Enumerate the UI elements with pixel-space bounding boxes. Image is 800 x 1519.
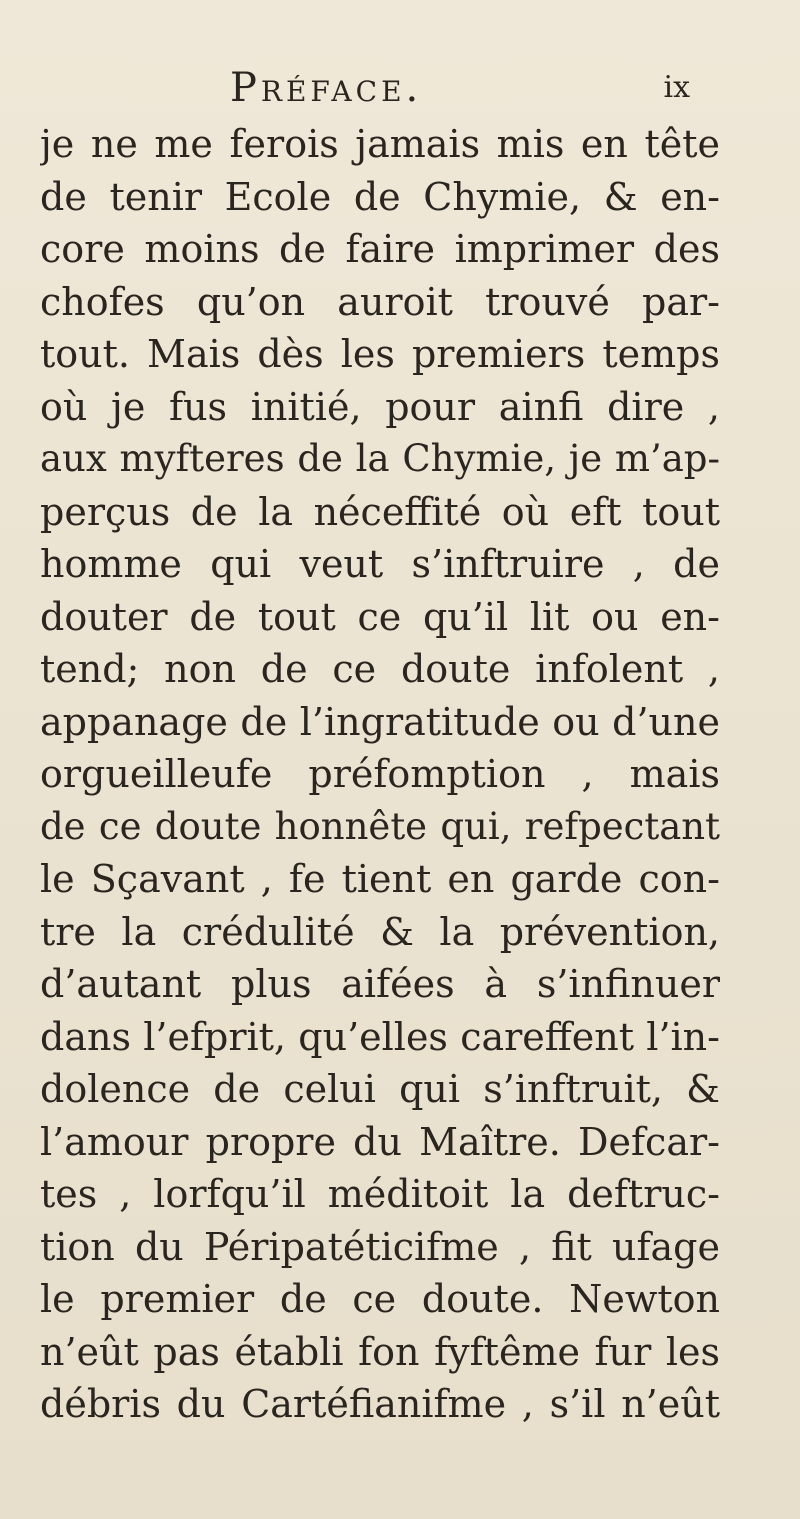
text-line: de ce doute honnête qui, refpectant: [40, 804, 720, 848]
text-line: le Sçavant , fe tient en garde con-: [40, 857, 720, 901]
text-line: n’eût pas établi fon fyftême fur les: [40, 1329, 720, 1374]
text-line: tout. Mais dès les premiers temps: [40, 332, 720, 376]
text-line: perçus de la néceffité où eft tout: [40, 489, 720, 534]
text-line: l’amour propre du Maître. Defcar-: [40, 1119, 720, 1164]
text-line: aux myfteres de la Chymie, je m’ap-: [40, 437, 720, 480]
text-line: homme qui veut s’inftruire , de: [40, 542, 720, 586]
text-line: de tenir Ecole de Chymie, & en-: [40, 174, 720, 219]
text-line: dolence de celui qui s’inftruit, &: [40, 1067, 720, 1111]
page-header: [230, 62, 690, 114]
text-line: dans l’efprit, qu’elles careffent l’in-: [40, 1014, 720, 1059]
text-line: douter de tout ce qu’il lit ou en-: [40, 594, 720, 639]
text-line: tend; non de ce doute infolent ,: [40, 647, 720, 691]
page-number: ix: [663, 70, 690, 105]
text-line: chofes qu’on auroit trouvé par-: [40, 279, 720, 324]
text-line: d’autant plus aifées à s’infinuer: [40, 962, 720, 1006]
text-line: tes , lorfqu’il méditoit la deftruc-: [40, 1172, 720, 1216]
text-line: tion du Péripatéticifme , fit ufage: [40, 1224, 720, 1269]
text-line: appanage de l’ingratitude ou d’une: [40, 699, 720, 744]
body-text: [40, 118, 720, 1431]
text-line: tre la crédulité & la prévention,: [40, 909, 720, 954]
text-line: le premier de ce doute. Newton: [40, 1277, 720, 1321]
text-line: je ne me ferois jamais mis en tête: [40, 122, 720, 166]
running-title: Préface.: [230, 65, 423, 111]
text-line: débris du Cartéfianifme , s’il n’eût: [40, 1382, 720, 1426]
text-line: core moins de faire imprimer des: [40, 227, 720, 271]
text-line: où je fus initié, pour ainfi dire ,: [40, 384, 720, 429]
text-line: orgueilleufe préfomption , mais: [40, 752, 720, 796]
